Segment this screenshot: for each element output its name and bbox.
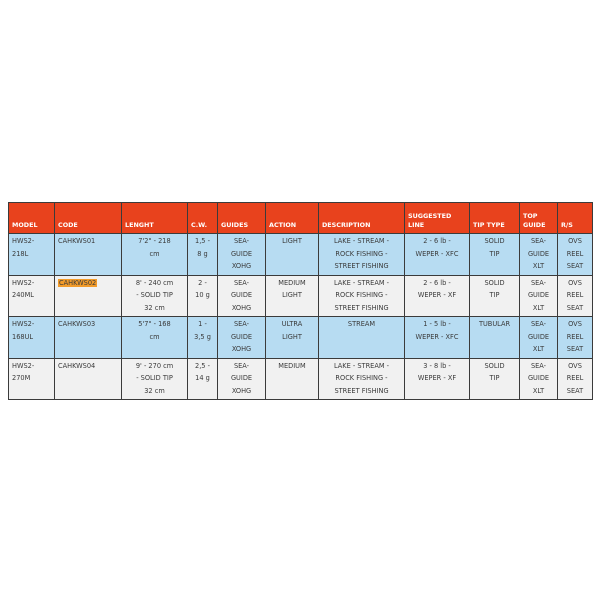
header-tip-type: TIP TYPE	[470, 203, 520, 234]
cell-rs: OVS REEL SEAT	[558, 317, 593, 359]
table-row	[9, 234, 593, 276]
cell-model: HWS2- 218L	[9, 234, 55, 276]
cell-description: LAKE - STREAM - ROCK FISHING - STREET FISHING	[319, 275, 405, 317]
cell-top-guide: SEA- GUIDE XLT	[520, 358, 558, 400]
cell-top-guide: SEA- GUIDE XLT	[520, 317, 558, 359]
cell-tip-type: SOLID TIP	[470, 275, 520, 317]
header-cw: C.W.	[188, 203, 218, 234]
cell-tip-type: SOLID TIP	[470, 234, 520, 276]
header-top-guide: TOP GUIDE	[520, 203, 558, 234]
cell-guides: SEA- GUIDE XOHG	[218, 275, 266, 317]
cell-rs: OVS REEL SEAT	[558, 234, 593, 276]
cell-model: HWS2- 270M	[9, 358, 55, 400]
header-code: CODE	[55, 203, 122, 234]
cell-code	[55, 275, 122, 317]
cell-length: 5'7" - 168 cm	[122, 317, 188, 359]
cell-action: MEDIUM LIGHT	[266, 275, 319, 317]
cell-tip-type: TUBULAR	[470, 317, 520, 359]
cell-cw: 1 - 3,5 g	[188, 317, 218, 359]
cell-suggested-line: 1 - 5 lb - WEPER - XFC	[405, 317, 470, 359]
cell-suggested-line: 2 - 6 lb - WEPER - XFC	[405, 234, 470, 276]
cell-length: 9' - 270 cm - SOLID TIP 32 cm	[122, 358, 188, 400]
cell-guides: SEA- GUIDE XOHG	[218, 317, 266, 359]
cell-cw: 2,5 - 14 g	[188, 358, 218, 400]
cell-action: ULTRA LIGHT	[266, 317, 319, 359]
cell-suggested-line: 2 - 6 lb - WEPER - XF	[405, 275, 470, 317]
cell-cw: 1,5 - 8 g	[188, 234, 218, 276]
cell-tip-type: SOLID TIP	[470, 358, 520, 400]
cell-code: CAHKWS04	[55, 358, 122, 400]
header-model: MODEL	[9, 203, 55, 234]
cell-top-guide: SEA- GUIDE XLT	[520, 275, 558, 317]
cell-top-guide: SEA- GUIDE XLT	[520, 234, 558, 276]
header-suggested-line: SUGGESTED LINE	[405, 203, 470, 234]
cell-guides: SEA- GUIDE XOHG	[218, 358, 266, 400]
header-description: DESCRIPTION	[319, 203, 405, 234]
cell-action: MEDIUM	[266, 358, 319, 400]
cell-suggested-line: 3 - 8 lb - WEPER - XF	[405, 358, 470, 400]
cell-code: CAHKWS03	[55, 317, 122, 359]
cell-model: HWS2- 240ML	[9, 275, 55, 317]
rod-spec-table	[8, 202, 593, 400]
cell-cw: 2 - 10 g	[188, 275, 218, 317]
cell-rs: OVS REEL SEAT	[558, 358, 593, 400]
header-guides: GUIDES	[218, 203, 266, 234]
table-row	[9, 275, 593, 317]
table-row	[9, 317, 593, 359]
highlighted-code: CAHKWS02	[59, 278, 97, 287]
header-rs: R/S	[558, 203, 593, 234]
cell-length: 8' - 240 cm - SOLID TIP 32 cm	[122, 275, 188, 317]
cell-length: 7'2" - 218 cm	[122, 234, 188, 276]
header-row	[9, 203, 593, 234]
table-row	[9, 358, 593, 400]
cell-guides: SEA- GUIDE XOHG	[218, 234, 266, 276]
cell-action: LIGHT	[266, 234, 319, 276]
header-length: LENGHT	[122, 203, 188, 234]
cell-description: LAKE - STREAM - ROCK FISHING - STREET FISHING	[319, 358, 405, 400]
cell-model: HWS2- 168UL	[9, 317, 55, 359]
cell-description: LAKE - STREAM - ROCK FISHING - STREET FISHING	[319, 234, 405, 276]
cell-code: CAHKWS01	[55, 234, 122, 276]
header-action: ACTION	[266, 203, 319, 234]
cell-description: STREAM	[319, 317, 405, 359]
cell-rs: OVS REEL SEAT	[558, 275, 593, 317]
